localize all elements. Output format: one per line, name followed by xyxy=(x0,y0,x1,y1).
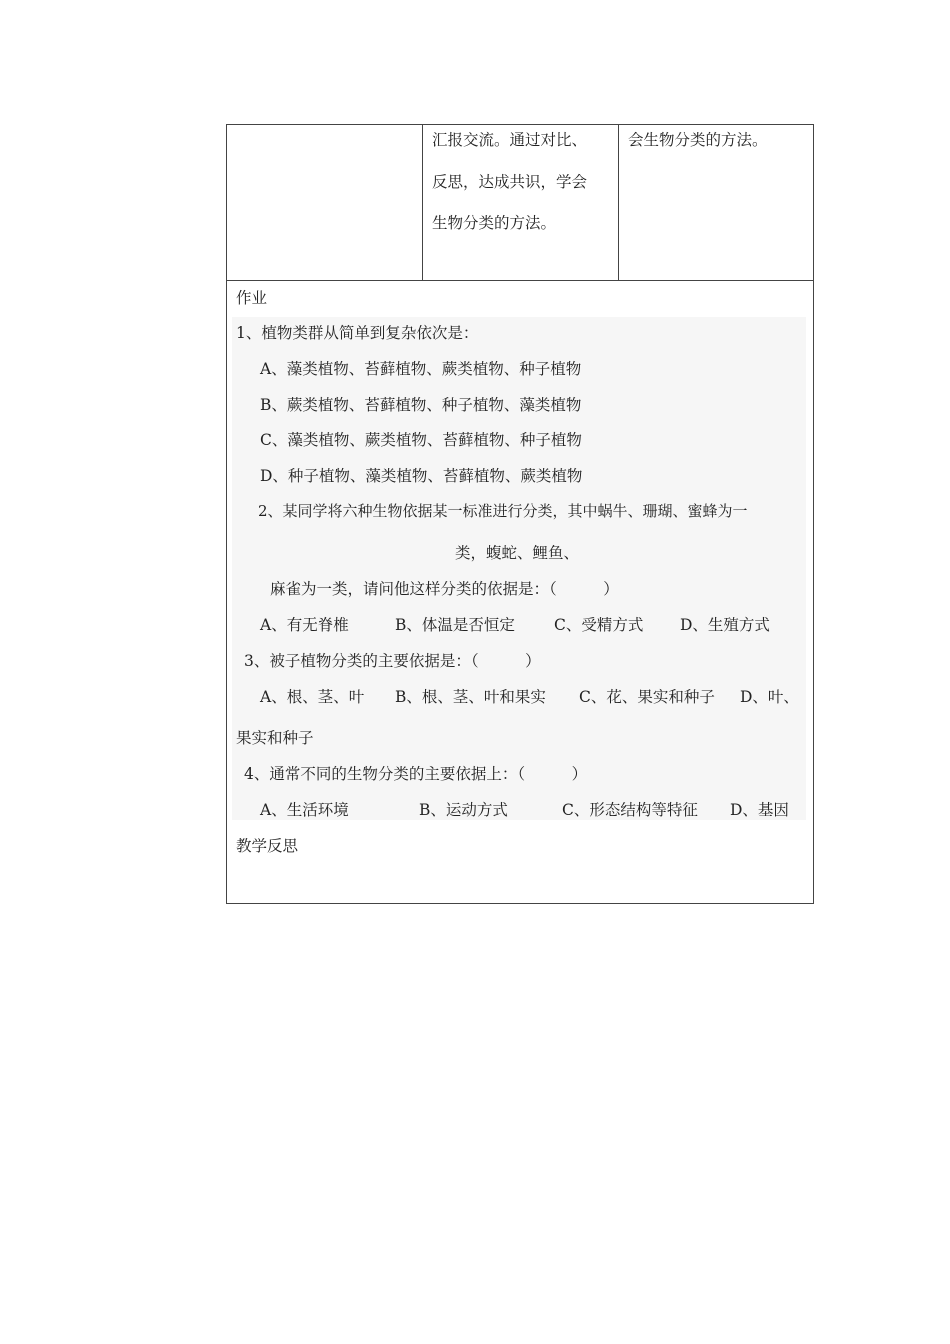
q4-option-c: C、形态结构等特征 xyxy=(562,801,698,819)
q2-stem-line-2: 类，蝮蛇、鲤鱼、 xyxy=(455,544,580,562)
q4-option-b: B、运动方式 xyxy=(419,801,508,819)
q3-option-d: D、叶、 xyxy=(740,688,799,706)
q3-option-b: B、根、茎、叶和果实 xyxy=(395,688,546,706)
q1-stem: 1、植物类群从简单到复杂依次是： xyxy=(236,324,479,342)
row-divider xyxy=(226,280,814,281)
q3-option-a: A、根、茎、叶 xyxy=(260,688,365,706)
mid-cell-line-2: 反思，达成共识，学会 xyxy=(432,173,588,191)
q4-option-d: D、基因 xyxy=(730,801,789,819)
q1-option-a: A、藻类植物、苔藓植物、蕨类植物、种子植物 xyxy=(260,360,582,378)
right-cell-text: 会生物分类的方法。 xyxy=(628,131,768,149)
q1-option-d: D、种子植物、藻类植物、苔藓植物、蕨类植物 xyxy=(260,467,583,485)
q2-option-c: C、受精方式 xyxy=(554,616,644,634)
q2-stem-line-3: 麻雀为一类，请问他这样分类的依据是：（ ） xyxy=(270,580,619,598)
mid-cell-line-1: 汇报交流。通过对比、 xyxy=(432,131,588,149)
q2-stem-line-1: 2、某同学将六种生物依据某一标准进行分类，其中蜗牛、珊瑚、蜜蜂为一 xyxy=(258,502,748,520)
column-divider-1 xyxy=(422,124,423,281)
q1-option-c: C、藻类植物、蕨类植物、苔藓植物、种子植物 xyxy=(260,431,582,449)
mid-cell-line-3: 生物分类的方法。 xyxy=(432,214,557,232)
q2-option-d: D、生殖方式 xyxy=(680,616,770,634)
q3-option-wrap: 果实和种子 xyxy=(236,729,314,747)
homework-heading: 作业 xyxy=(236,289,268,307)
q1-option-b: B、蕨类植物、苔藓植物、种子植物、藻类植物 xyxy=(260,396,582,414)
column-divider-2 xyxy=(618,124,619,281)
q4-option-a: A、生活环境 xyxy=(260,801,349,819)
q4-stem: 4、通常不同的生物分类的主要依据上：（ ） xyxy=(244,765,588,783)
q3-stem: 3、被子植物分类的主要依据是：（ ） xyxy=(244,652,541,670)
q2-option-b: B、体温是否恒定 xyxy=(395,616,515,634)
q2-option-a: A、有无脊椎 xyxy=(260,616,349,634)
q3-option-c: C、花、果实和种子 xyxy=(579,688,715,706)
reflection-heading: 教学反思 xyxy=(236,837,299,855)
